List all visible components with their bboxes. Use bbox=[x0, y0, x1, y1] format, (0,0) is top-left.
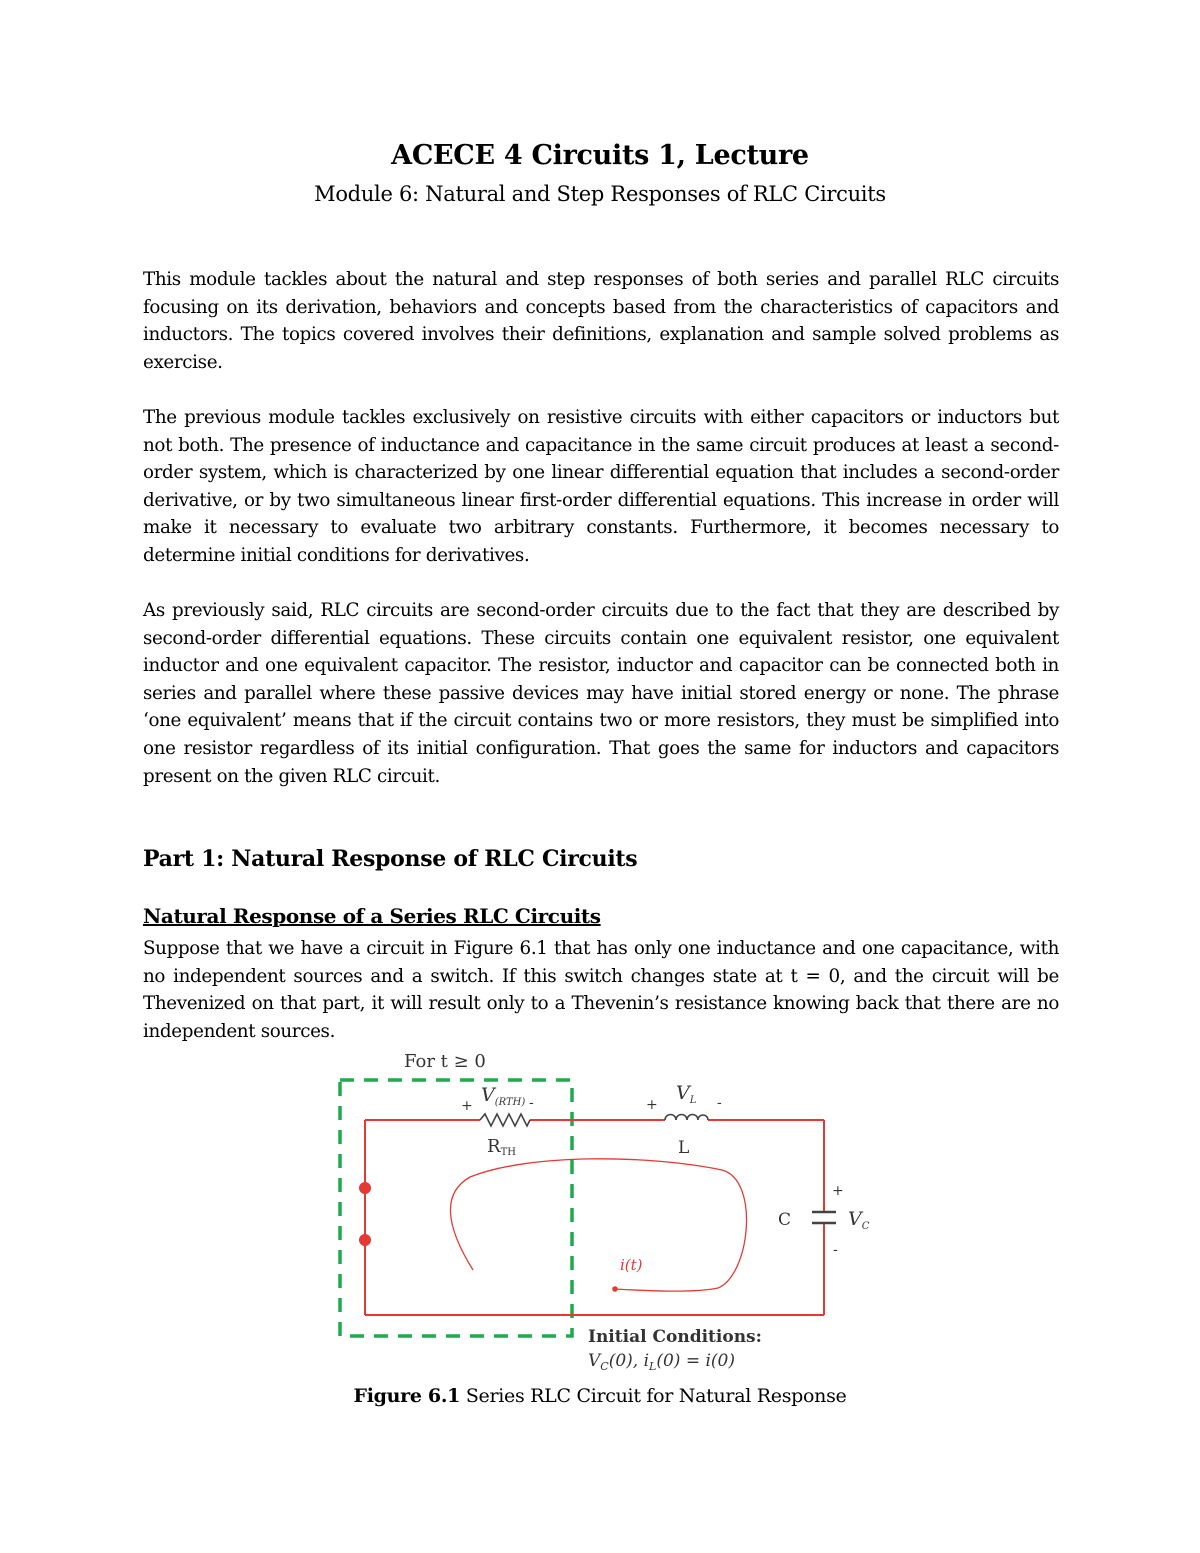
series-rlc-subheading: Natural Response of a Series RLC Circuits bbox=[143, 904, 601, 928]
rlc-definition-paragraph: As previously said, RLC circuits are second-order circuits due to the fact that they are described by second-order differential equations. These circuits contain one equivalent resistor, one equivalent inductor and one equivalent capacitor. The resistor, inductor and capacitor can be connected both in series and parallel where these passive devices may have initial stored energy or none. The phrase ‘one equivalent’ means that if the circuit contains two or more resistors, they must be simplified into one resistor regardless of its initial configuration. That goes the same for inductors and capacitors present on the given RLC circuit. bbox=[143, 600, 1059, 787]
series-rlc-paragraph: Suppose that we have a circuit in Figure 6.1 that has only one inductance and one capacitance, with no independent sources and a switch. If this switch changes state at t = 0, and the circuit will be Thevenized on that part, it will result only to a Thevenin’s resistance knowing back that there are no independent sources. bbox=[143, 938, 1059, 1042]
current-loop-path bbox=[450, 1159, 746, 1291]
circuit-wires bbox=[365, 1120, 824, 1315]
second-order-paragraph: The previous module tackles exclusively on resistive circuits with either capacitors or inductors but not both. The presence of inductance and capacitance in the same circuit produces at least a second-order system, which is characterized by one linear differential equation that includes a second-order derivative, or by two simultaneous linear first-order differential equations. This increase in order will make it necessary to evaluate two arbitrary constants. Furthermore, it becomes necessary to determine initial conditions for derivatives. bbox=[143, 407, 1059, 566]
capacitor-voltage-label: $V_C$ bbox=[848, 1208, 870, 1232]
current-label: i(t) bbox=[620, 1256, 643, 1274]
inductor-plus-sign: + bbox=[646, 1097, 658, 1113]
intro-paragraph: This module tackles about the natural and step responses of both series and parallel RLC circuits focusing on its derivation, behaviors and concepts based from the characteristics of capacitors and inductors. The topics covered involves their definitions, explanation and sample solved problems as exercise. bbox=[143, 269, 1059, 373]
current-arrow-head bbox=[612, 1286, 618, 1292]
switch-terminal-top bbox=[359, 1182, 371, 1194]
circuit-diagram bbox=[330, 1045, 890, 1375]
figure-caption-text: Series RLC Circuit for Natural Response bbox=[460, 1385, 847, 1407]
document-subtitle: Module 6: Natural and Step Responses of RLC Circuits bbox=[314, 182, 886, 206]
inductor-symbol bbox=[665, 1115, 708, 1121]
resistor-minus-sign: - bbox=[529, 1095, 534, 1111]
part-1-heading: Part 1: Natural Response of RLC Circuits bbox=[143, 846, 638, 872]
initial-conditions-values: $V_C(0)$, $i_L(0) = i(0)$ bbox=[588, 1351, 735, 1373]
capacitor-label: C bbox=[778, 1210, 792, 1230]
series-rlc-figure bbox=[330, 1045, 890, 1375]
resistor-voltage-label: $V_{(RTH)}$ bbox=[481, 1084, 526, 1108]
inductor-voltage-label: $V_L$ bbox=[676, 1082, 697, 1106]
figure-caption-label: Figure 6.1 bbox=[353, 1385, 461, 1407]
inductor-label: L bbox=[678, 1138, 690, 1158]
inductor-minus-sign: - bbox=[717, 1095, 722, 1111]
figure-caption bbox=[0, 1385, 1200, 1407]
switch-terminal-bottom bbox=[359, 1234, 371, 1246]
initial-conditions-heading: Initial Conditions: bbox=[588, 1327, 762, 1347]
resistor-label: RTH bbox=[487, 1136, 516, 1158]
resistor-plus-sign: + bbox=[461, 1098, 473, 1114]
thevenin-box bbox=[340, 1080, 572, 1336]
capacitor-plus-sign: + bbox=[832, 1183, 844, 1199]
document-title: ACECE 4 Circuits 1, Lecture bbox=[391, 140, 809, 171]
resistor-symbol bbox=[480, 1114, 530, 1126]
capacitor-minus-sign: - bbox=[833, 1242, 838, 1258]
time-label: For t ≥ 0 bbox=[404, 1051, 486, 1072]
